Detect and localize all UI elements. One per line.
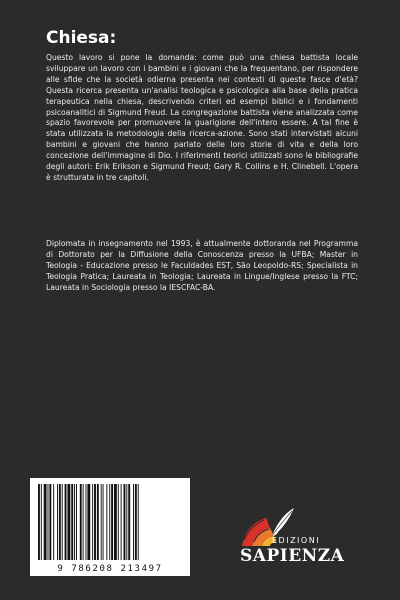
barcode-bar: [109, 484, 110, 560]
barcode-bar: [65, 484, 67, 560]
barcode-bar: [41, 484, 42, 560]
barcode-bar: [86, 484, 87, 560]
barcode-bar: [48, 484, 49, 560]
barcode-bars: [36, 484, 184, 560]
barcode-bar: [53, 484, 54, 560]
barcode-bar: [57, 484, 58, 560]
barcode-bar: [133, 484, 134, 560]
barcode-bar: [126, 484, 127, 560]
barcode-bar: [76, 484, 77, 560]
publisher-name: SAPIENZA: [240, 546, 345, 566]
barcode-bar: [101, 484, 102, 560]
author-bio-text: Diplomata in insegnamento nel 1993, è attualmente dottoranda nel Programma di Dottorato per la Diffusione della Conoscenza presso la UFBA; Master in Teologia - Educazione presso le Faculdades EST, São Leopoldo-RS; Specialista in Teologia Pratica; Laureata in Teologia; Laureata in Lingue/Inglese presso la FTC; Laureata in Sociologia presso la IESCFAC-BA.: [46, 239, 358, 292]
barcode-bar: [49, 484, 51, 560]
barcode-bar: [124, 484, 126, 560]
barcode-bar: [59, 484, 61, 560]
publisher-logo: [230, 506, 370, 576]
cover-title: Chiesa:: [46, 28, 117, 48]
barcode-bar: [71, 484, 73, 560]
barcode-bar: [121, 484, 122, 560]
publisher-top-word: EDIZIONI: [272, 536, 321, 545]
barcode-bar: [111, 484, 113, 560]
barcode-bar: [114, 484, 117, 560]
barcode-bar: [92, 484, 93, 560]
barcode-bar: [67, 484, 70, 560]
barcode-bar: [118, 484, 119, 560]
barcode-bar: [128, 484, 130, 560]
barcode-bar: [135, 484, 137, 560]
barcode-bar: [103, 484, 104, 560]
barcode-bar: [97, 484, 99, 560]
barcode-bar: [62, 484, 63, 560]
abstract-text: Questo lavoro si pone la domanda: come può una chiesa battista locale sviluppare un lavoro con i bambini e i giovani che la frequentano, per rispondere alle sfide che la società odierna presenta nei contesti di queste fasce d'età? Questa ricerca presenta un'analisi teologica e psicologica alla base della pratica terapeutica nella chiesa, descrivendo criteri ed esempi biblici e i fondamenti psicoanalitici di Sigmund Freud. La congregazione battista viene analizzata come spazio favorevole per promuovere la guarigione dell'intero essere. A tal fine è stata utilizzata la metodologia della ricerca-azione. Sono stati intervistati alcuni bambini e giovani che hanno parlato delle loro storie di vita e della loro concezione dell'immagine di Dio. I riferimenti teorici utilizzati sono le bibliografie degli autori: Erik Erikson e Sigmund Freud; Gary R. Collins e H. Clinebell. L'opera è strutturata in tre capitoli.: [46, 53, 358, 182]
barcode-bar: [83, 484, 84, 560]
barcode-bar: [38, 484, 40, 560]
barcode-bar: [94, 484, 96, 560]
barcode-bar: [138, 484, 139, 560]
barcode-bar: [106, 484, 107, 560]
isbn-barcode: [30, 478, 190, 576]
barcode-bar: [87, 484, 90, 560]
barcode-bar: [44, 484, 47, 560]
barcode-bar: [74, 484, 75, 560]
barcode-bar: [80, 484, 82, 560]
isbn-digits: 9 786208 213497: [57, 564, 163, 574]
